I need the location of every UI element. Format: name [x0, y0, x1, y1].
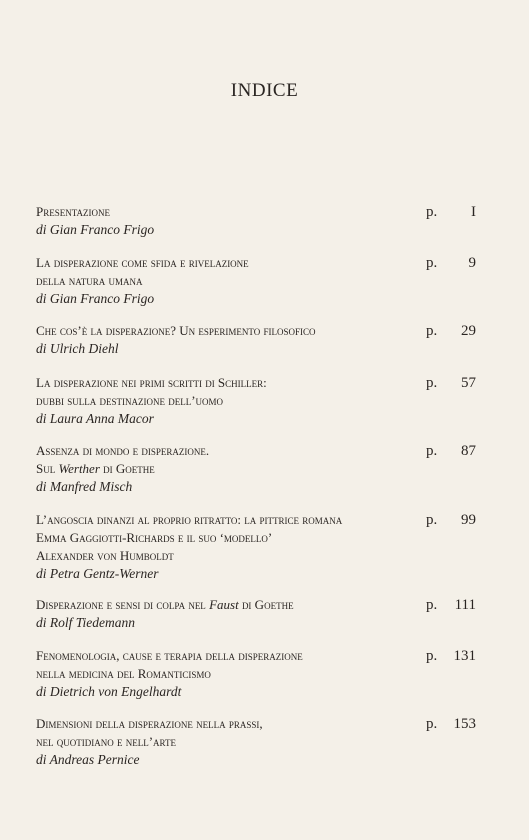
toc-entry	[36, 715, 476, 769]
work-title: Werther	[58, 461, 100, 476]
page-number: 29	[461, 323, 476, 339]
page-prefix: p.	[426, 597, 438, 613]
entry-page-ref	[426, 442, 476, 460]
entry-author: di Ulrich Diehl	[36, 341, 119, 356]
entry-page-ref	[426, 254, 476, 272]
toc-entry	[36, 203, 476, 239]
entry-title: Alexander von Humboldt	[36, 548, 174, 563]
entry-title: Assenza di mondo e disperazione.	[36, 443, 210, 458]
entry-author: di Gian Franco Frigo	[36, 222, 155, 237]
page-number: 99	[461, 512, 476, 528]
entry-title	[36, 460, 476, 478]
entry-title-text: di Goethe	[238, 597, 294, 612]
page-prefix: p.	[426, 255, 438, 271]
page-prefix: p.	[426, 648, 438, 664]
toc-entry	[36, 254, 476, 308]
toc-entry	[36, 511, 476, 583]
entry-title: Fenomenologia, cause e terapia della disperazione	[36, 648, 303, 663]
entry-page-ref	[426, 374, 476, 392]
entry-title-text: Sul	[36, 461, 59, 476]
page-prefix: p.	[426, 443, 438, 459]
page-number: 57	[461, 375, 476, 391]
entry-page-ref	[426, 647, 476, 665]
entry-title: Emma Gaggiotti-Richards e il suo ‘modello’	[36, 530, 273, 545]
page-number: 153	[453, 716, 476, 732]
toc-entry	[36, 442, 476, 496]
page-prefix: p.	[426, 204, 438, 220]
entry-title: Presentazione	[36, 204, 111, 219]
entry-author: di Dietrich von Engelhardt	[36, 684, 182, 699]
entry-author: di Gian Franco Frigo	[36, 291, 155, 306]
entry-author: di Petra Gentz-Werner	[36, 566, 159, 581]
page-number: 111	[454, 597, 476, 613]
entry-title: nella medicina del Romanticismo	[36, 666, 211, 681]
page-number: 9	[468, 255, 476, 271]
toc-entry	[36, 596, 476, 632]
entry-title: La disperazione come sfida e rivelazione	[36, 255, 249, 270]
page-heading: INDICE	[230, 80, 299, 101]
work-title: Faust	[209, 597, 239, 612]
toc-entry	[36, 374, 476, 428]
entry-page-ref	[426, 511, 476, 529]
entry-title: Che cos’è la disperazione? Un esperimento filosofico	[36, 323, 316, 338]
entry-author: di Manfred Misch	[36, 479, 133, 494]
page-prefix: p.	[426, 716, 438, 732]
entry-title	[36, 596, 476, 614]
entry-title: dubbi sulla destinazione dell’uomo	[36, 393, 224, 408]
page-number: I	[471, 204, 476, 220]
entry-page-ref	[426, 203, 476, 221]
entry-title: nel quotidiano e nell’arte	[36, 734, 177, 749]
entry-page-ref	[426, 715, 476, 733]
entry-title-text: di Goethe	[99, 461, 155, 476]
entry-page-ref	[426, 322, 476, 340]
page-number: 87	[461, 443, 476, 459]
entry-title-text: Disperazione e sensi di colpa nel	[36, 597, 210, 612]
page-prefix: p.	[426, 512, 438, 528]
page-number: 131	[453, 648, 476, 664]
entry-page-ref	[426, 596, 476, 614]
entry-title: La disperazione nei primi scritti di Schiller:	[36, 375, 267, 390]
entry-title: Dimensioni della disperazione nella prassi,	[36, 716, 263, 731]
entry-author: di Rolf Tiedemann	[36, 615, 135, 630]
page-prefix: p.	[426, 323, 438, 339]
entry-title: della natura umana	[36, 273, 143, 288]
toc-entry	[36, 647, 476, 701]
entry-author: di Andreas Pernice	[36, 752, 140, 767]
page-prefix: p.	[426, 375, 438, 391]
entry-author: di Laura Anna Macor	[36, 411, 154, 426]
entry-title: L’angoscia dinanzi al proprio ritratto: la pittrice romana	[36, 512, 343, 527]
toc-entry	[36, 322, 476, 358]
